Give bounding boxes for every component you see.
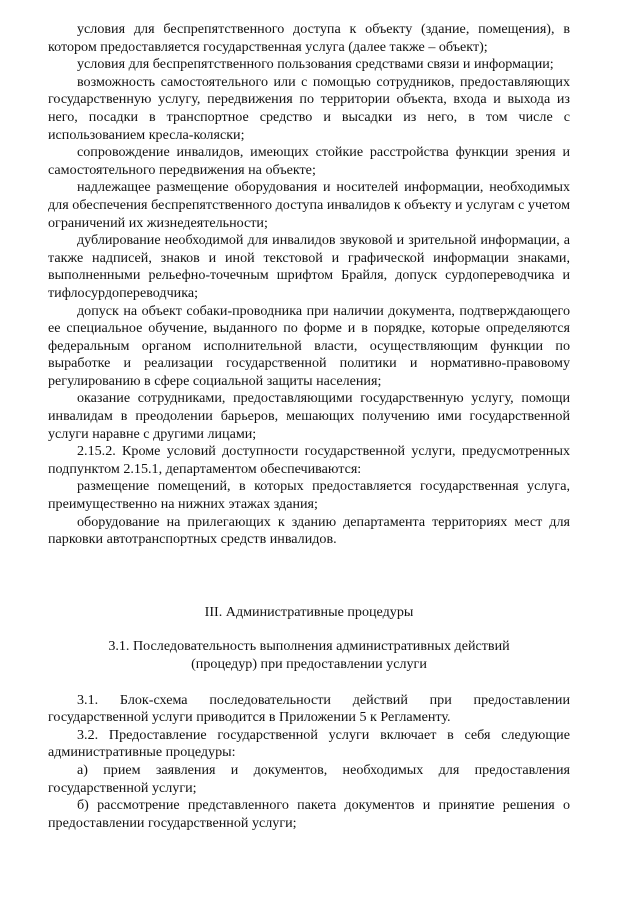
paragraph: оборудование на прилегающих к зданию департамента территориях мест для парковки автотранспортных средств инвалидов.: [48, 513, 570, 548]
paragraph: 3.1. Блок-схема последовательности действий при предоставлении государственной услуги приводится в Приложении 5 к Регламенту.: [48, 691, 570, 726]
paragraph: надлежащее размещение оборудования и носителей информации, необходимых для обеспечения беспрепятственного доступа инвалидов к объекту и услугам с учетом ограничений их жизнедеятельности;: [48, 179, 570, 231]
paragraph: сопровождение инвалидов, имеющих стойкие расстройства функции зрения и самостоятельного передвижения на объекте;: [48, 144, 570, 178]
paragraph: условия для беспрепятственного пользования средствами связи и информации;: [77, 56, 554, 73]
paragraph: оказание сотрудниками, предоставляющими государственную услугу, помощи инвалидам в преодолении барьеров, мешающих получению ими государственной услуги наравне с другими лицами;: [48, 390, 570, 442]
paragraph: допуск на объект собаки-проводника при наличии документа, подтверждающего ее специальное обучение, выданного по форме и в порядке, которые определяются федеральным органом исполнительной власти, осуществляющим функции по выработке и реализации государственной политики и нормативно-правовому регулированию в сфере социальной защиты населения;: [48, 302, 570, 389]
section-title: III. Административные процедуры: [204, 603, 414, 620]
paragraph: дублирование необходимой для инвалидов звуковой и зрительной информации, а также надписей, знаков и иной текстовой и графической информации знаками, выполненными рельефно-точечным шрифтом Брайля, допуск сурдопереводчика и тифлосурдопереводчика;: [48, 232, 570, 301]
paragraph: а) прием заявления и документов, необходимых для предоставления государственной услуги;: [48, 761, 570, 796]
paragraph: 2.15.2. Кроме условий доступности государственной услуги, предусмотренных подпунктом 2.15.1, департаментом обеспечиваются:: [48, 443, 570, 477]
paragraph: условия для беспрепятственного доступа к объекту (здание, помещения), в котором предоставляется государственная услуга (далее также – объект);: [48, 21, 570, 55]
subsection-title: 3.1. Последовательность выполнения административных действий (процедур) при предоставлении услуги: [108, 638, 510, 672]
document-page: [48, 21, 570, 832]
paragraph: б) рассмотрение представленного пакета документов и принятие решения о предоставлении государственной услуги;: [48, 797, 570, 831]
paragraph: размещение помещений, в которых предоставляется государственная услуга, преимущественно на нижних этажах здания;: [48, 478, 570, 513]
paragraph: 3.2. Предоставление государственной услуги включает в себя следующие административные процедуры:: [48, 726, 570, 761]
paragraph: возможность самостоятельного или с помощью сотрудников, предоставляющих государственную услугу, передвижения по территории объекта, входа и выхода из него, посадки в транспортное средство и высадки из него, в том числе с использованием кресла-коляски;: [48, 73, 570, 143]
